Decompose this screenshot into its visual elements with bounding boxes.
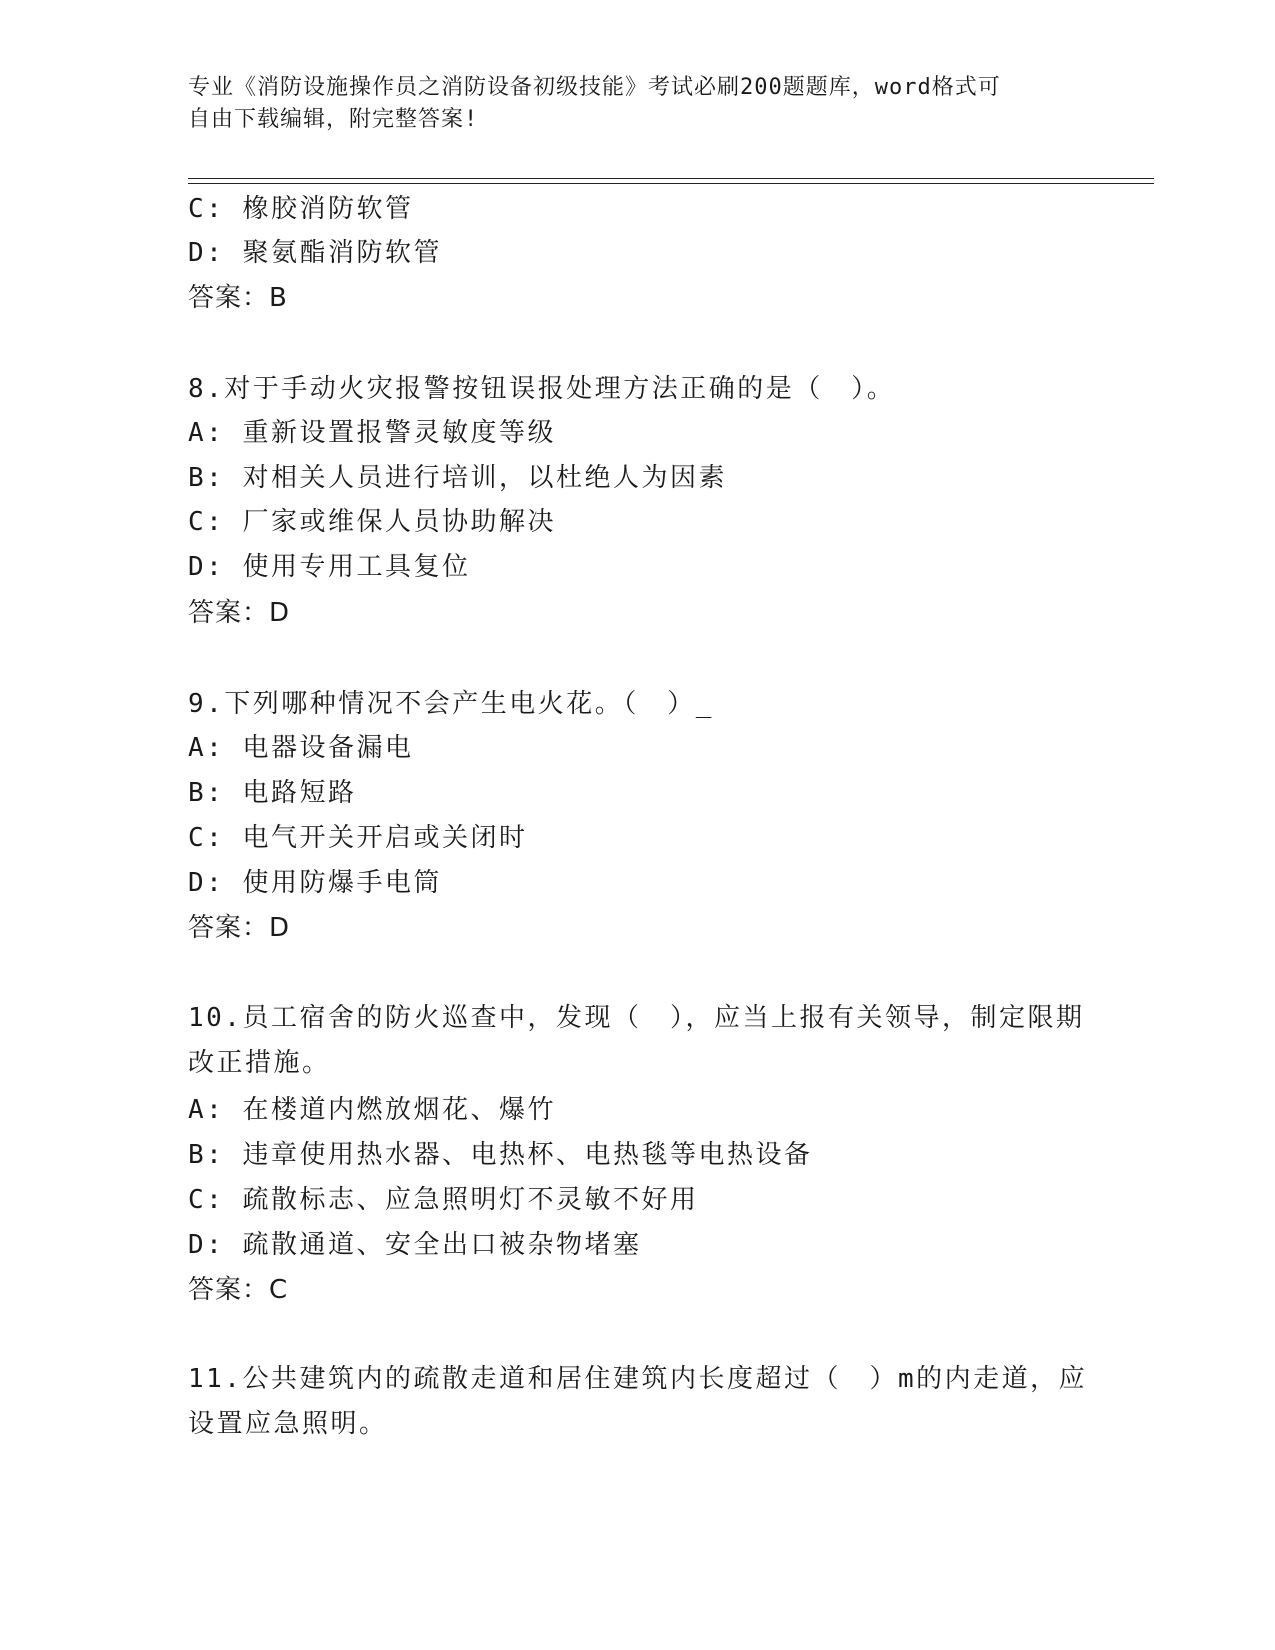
q8-answer: 答案：D — [188, 598, 291, 628]
document-header — [188, 72, 1068, 136]
q8-question: 8.对于手动火灾报警按钮误报处理方法正确的是（ ）。 — [188, 374, 896, 404]
q11-question: 11.公共建筑内的疏散走道和居住建筑内长度超过（ ）m的内走道，应设置应急照明。 — [188, 1364, 1088, 1439]
q7-option-c: C: 橡胶消防软管 — [188, 194, 414, 224]
q8-option-c: C: 厂家或维保人员协助解决 — [188, 507, 556, 537]
q8-option-a: A: 重新设置报警灵敏度等级 — [188, 418, 556, 448]
q9-question: 9.下列哪种情况不会产生电火花。（ ）_ — [188, 689, 714, 719]
q9-option-c: C: 电气开关开启或关闭时 — [188, 823, 528, 853]
q8-option-d: D: 使用专用工具复位 — [188, 552, 471, 582]
header-divider-bottom — [188, 183, 1154, 184]
q10-option-a: A: 在楼道内燃放烟花、爆竹 — [188, 1095, 556, 1125]
q10-question: 10.员工宿舍的防火巡查中，发现（ ），应当上报有关领导，制定限期改正措施。 — [188, 1003, 1085, 1078]
q10-option-d: D: 疏散通道、安全出口被杂物堵塞 — [188, 1230, 642, 1260]
q9-answer: 答案：D — [188, 913, 291, 943]
q10-option-b: B: 违章使用热水器、电热杯、电热毯等电热设备 — [188, 1140, 813, 1170]
q9-option-b: B: 电路短路 — [188, 778, 357, 808]
header-divider-top — [188, 178, 1154, 179]
q7-option-d: D: 聚氨酯消防软管 — [188, 238, 442, 268]
q9-option-a: A: 电器设备漏电 — [188, 733, 414, 763]
header-line-1: 专业《消防设施操作员之消防设备初级技能》考试必刷200题题库，word格式可 — [188, 75, 1001, 100]
q9-option-d: D: 使用防爆手电筒 — [188, 868, 442, 898]
header-line-2: 自由下载编辑，附完整答案! — [188, 107, 479, 132]
q8-option-b: B: 对相关人员进行培训，以杜绝人为因素 — [188, 463, 727, 493]
q10-answer: 答案：C — [188, 1275, 289, 1305]
q7-answer: 答案：B — [188, 283, 288, 313]
q10-option-c: C: 疏散标志、应急照明灯不灵敏不好用 — [188, 1185, 699, 1215]
